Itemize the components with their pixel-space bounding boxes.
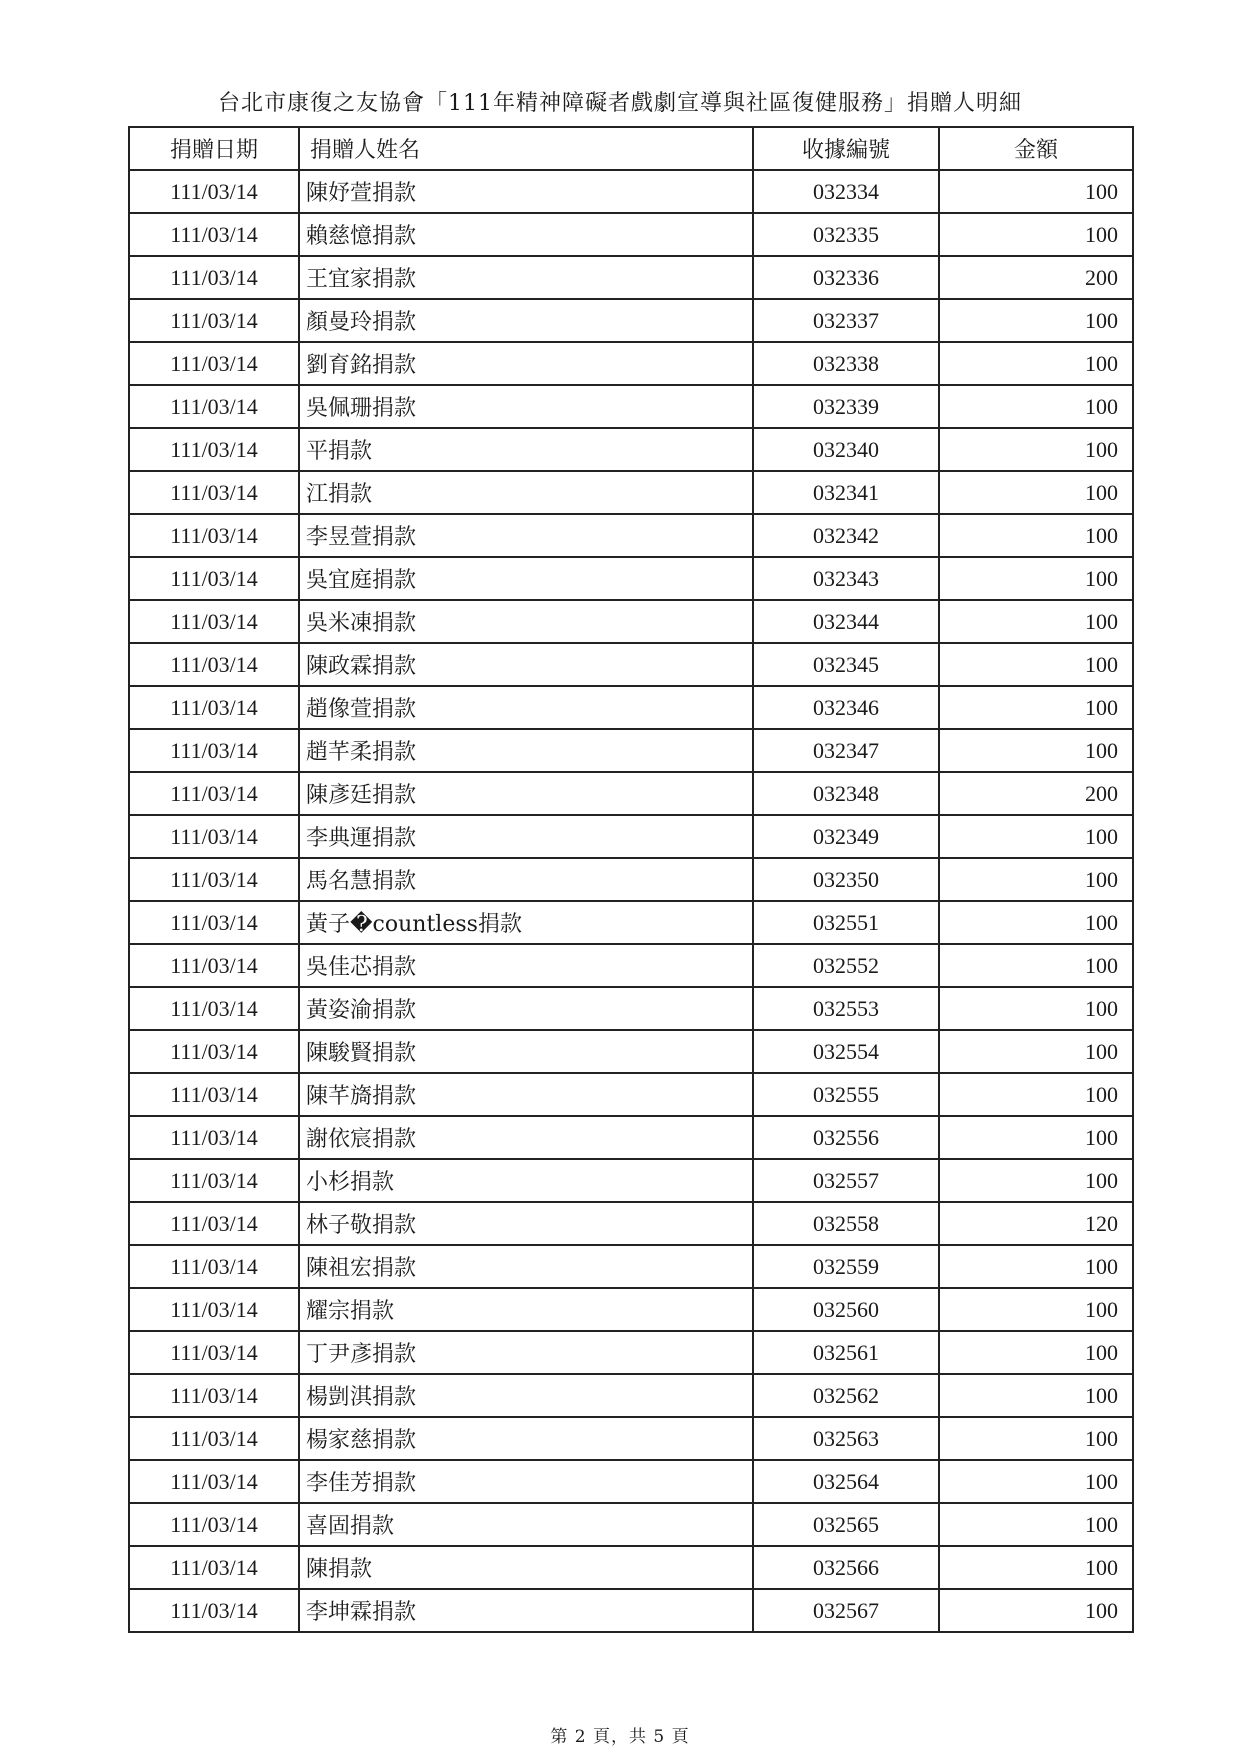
cell-donor-name: 平捐款 xyxy=(299,428,753,471)
cell-amount: 100 xyxy=(939,299,1133,342)
cell-receipt-number: 032554 xyxy=(753,1030,939,1073)
table-row xyxy=(129,1503,1133,1546)
cell-receipt-number: 032347 xyxy=(753,729,939,772)
table-row xyxy=(129,1331,1133,1374)
column-header-amount: 金額 xyxy=(939,127,1133,170)
table-row xyxy=(129,342,1133,385)
cell-date: 111/03/14 xyxy=(129,944,299,987)
cell-receipt-number: 032557 xyxy=(753,1159,939,1202)
table-row xyxy=(129,1589,1133,1632)
table-row xyxy=(129,170,1133,213)
cell-date: 111/03/14 xyxy=(129,1331,299,1374)
cell-date: 111/03/14 xyxy=(129,213,299,256)
cell-date: 111/03/14 xyxy=(129,858,299,901)
table-row xyxy=(129,858,1133,901)
cell-receipt-number: 032344 xyxy=(753,600,939,643)
cell-receipt-number: 032560 xyxy=(753,1288,939,1331)
cell-date: 111/03/14 xyxy=(129,1073,299,1116)
cell-donor-name: 吳米凍捐款 xyxy=(299,600,753,643)
cell-donor-name: 陳祖宏捐款 xyxy=(299,1245,753,1288)
cell-receipt-number: 032350 xyxy=(753,858,939,901)
cell-receipt-number: 032561 xyxy=(753,1331,939,1374)
table-row xyxy=(129,772,1133,815)
cell-date: 111/03/14 xyxy=(129,1503,299,1546)
table-header-row xyxy=(129,127,1133,170)
cell-date: 111/03/14 xyxy=(129,471,299,514)
cell-amount: 100 xyxy=(939,1116,1133,1159)
cell-receipt-number: 032562 xyxy=(753,1374,939,1417)
table-row xyxy=(129,1417,1133,1460)
cell-receipt-number: 032556 xyxy=(753,1116,939,1159)
cell-amount: 100 xyxy=(939,170,1133,213)
cell-amount: 100 xyxy=(939,643,1133,686)
cell-date: 111/03/14 xyxy=(129,1288,299,1331)
cell-amount: 100 xyxy=(939,1073,1133,1116)
cell-receipt-number: 032339 xyxy=(753,385,939,428)
cell-receipt-number: 032566 xyxy=(753,1546,939,1589)
cell-receipt-number: 032552 xyxy=(753,944,939,987)
cell-donor-name: 李佳芳捐款 xyxy=(299,1460,753,1503)
table-row xyxy=(129,471,1133,514)
cell-date: 111/03/14 xyxy=(129,1546,299,1589)
cell-date: 111/03/14 xyxy=(129,428,299,471)
cell-receipt-number: 032346 xyxy=(753,686,939,729)
cell-amount: 100 xyxy=(939,1589,1133,1632)
cell-donor-name: 黃姿渝捐款 xyxy=(299,987,753,1030)
cell-donor-name: 劉育銘捐款 xyxy=(299,342,753,385)
cell-date: 111/03/14 xyxy=(129,1417,299,1460)
cell-receipt-number: 032551 xyxy=(753,901,939,944)
cell-donor-name: 顏曼玲捐款 xyxy=(299,299,753,342)
cell-amount: 100 xyxy=(939,1159,1133,1202)
table-row xyxy=(129,256,1133,299)
cell-amount: 200 xyxy=(939,772,1133,815)
table-row xyxy=(129,1073,1133,1116)
cell-donor-name: 江捐款 xyxy=(299,471,753,514)
cell-donor-name: 陳彥廷捐款 xyxy=(299,772,753,815)
cell-amount: 100 xyxy=(939,428,1133,471)
cell-date: 111/03/14 xyxy=(129,901,299,944)
cell-amount: 100 xyxy=(939,1417,1133,1460)
cell-date: 111/03/14 xyxy=(129,385,299,428)
table-row xyxy=(129,1202,1133,1245)
cell-donor-name: 陳捐款 xyxy=(299,1546,753,1589)
cell-amount: 100 xyxy=(939,1374,1133,1417)
table-row xyxy=(129,428,1133,471)
cell-receipt-number: 032565 xyxy=(753,1503,939,1546)
cell-amount: 100 xyxy=(939,686,1133,729)
cell-date: 111/03/14 xyxy=(129,1589,299,1632)
cell-amount: 100 xyxy=(939,1245,1133,1288)
cell-donor-name: 楊家慈捐款 xyxy=(299,1417,753,1460)
cell-date: 111/03/14 xyxy=(129,686,299,729)
cell-receipt-number: 032348 xyxy=(753,772,939,815)
cell-amount: 100 xyxy=(939,1546,1133,1589)
cell-receipt-number: 032338 xyxy=(753,342,939,385)
cell-amount: 100 xyxy=(939,901,1133,944)
cell-donor-name: 王宜家捐款 xyxy=(299,256,753,299)
cell-receipt-number: 032345 xyxy=(753,643,939,686)
cell-date: 111/03/14 xyxy=(129,987,299,1030)
cell-receipt-number: 032343 xyxy=(753,557,939,600)
table-row xyxy=(129,213,1133,256)
table-row xyxy=(129,1030,1133,1073)
cell-amount: 120 xyxy=(939,1202,1133,1245)
table-row xyxy=(129,944,1133,987)
cell-date: 111/03/14 xyxy=(129,1460,299,1503)
cell-date: 111/03/14 xyxy=(129,514,299,557)
cell-amount: 100 xyxy=(939,1288,1133,1331)
cell-receipt-number: 032341 xyxy=(753,471,939,514)
table-row xyxy=(129,1460,1133,1503)
cell-amount: 100 xyxy=(939,729,1133,772)
cell-donor-name: 李坤霖捐款 xyxy=(299,1589,753,1632)
cell-amount: 100 xyxy=(939,471,1133,514)
table-row xyxy=(129,1288,1133,1331)
cell-receipt-number: 032335 xyxy=(753,213,939,256)
table-row xyxy=(129,299,1133,342)
cell-receipt-number: 032555 xyxy=(753,1073,939,1116)
cell-donor-name: 楊剴淇捐款 xyxy=(299,1374,753,1417)
table-row xyxy=(129,1374,1133,1417)
cell-amount: 100 xyxy=(939,514,1133,557)
cell-amount: 100 xyxy=(939,1030,1133,1073)
cell-receipt-number: 032563 xyxy=(753,1417,939,1460)
cell-date: 111/03/14 xyxy=(129,1030,299,1073)
cell-donor-name: 陳妤萱捐款 xyxy=(299,170,753,213)
table-row xyxy=(129,643,1133,686)
cell-amount: 100 xyxy=(939,213,1133,256)
cell-date: 111/03/14 xyxy=(129,1116,299,1159)
cell-date: 111/03/14 xyxy=(129,256,299,299)
cell-amount: 100 xyxy=(939,1331,1133,1374)
cell-date: 111/03/14 xyxy=(129,815,299,858)
cell-receipt-number: 032349 xyxy=(753,815,939,858)
cell-date: 111/03/14 xyxy=(129,729,299,772)
document-title: 台北市康復之友協會「111年精神障礙者戲劇宣導與社區復健服務」捐贈人明細 xyxy=(218,91,1022,116)
cell-donor-name: 陳駿賢捐款 xyxy=(299,1030,753,1073)
cell-date: 111/03/14 xyxy=(129,299,299,342)
table-row xyxy=(129,385,1133,428)
table-row xyxy=(129,686,1133,729)
cell-donor-name: 謝依宸捐款 xyxy=(299,1116,753,1159)
donor-table xyxy=(128,126,1134,1633)
table-row xyxy=(129,987,1133,1030)
cell-date: 111/03/14 xyxy=(129,1202,299,1245)
cell-date: 111/03/14 xyxy=(129,1159,299,1202)
cell-amount: 100 xyxy=(939,1503,1133,1546)
column-header-receipt: 收據編號 xyxy=(753,127,939,170)
cell-donor-name: 喜固捐款 xyxy=(299,1503,753,1546)
cell-donor-name: 耀宗捐款 xyxy=(299,1288,753,1331)
cell-date: 111/03/14 xyxy=(129,600,299,643)
cell-donor-name: 趙芊柔捐款 xyxy=(299,729,753,772)
cell-donor-name: 賴慈憶捐款 xyxy=(299,213,753,256)
table-row xyxy=(129,1159,1133,1202)
column-header-date: 捐贈日期 xyxy=(129,127,299,170)
cell-amount: 100 xyxy=(939,1460,1133,1503)
cell-receipt-number: 032564 xyxy=(753,1460,939,1503)
table-row xyxy=(129,1245,1133,1288)
page-number: 第 2 頁，共 5 頁 xyxy=(550,1727,690,1747)
table-row xyxy=(129,557,1133,600)
table-row xyxy=(129,901,1133,944)
cell-donor-name: 陳芊旖捐款 xyxy=(299,1073,753,1116)
cell-receipt-number: 032553 xyxy=(753,987,939,1030)
table-row xyxy=(129,1116,1133,1159)
cell-amount: 100 xyxy=(939,600,1133,643)
cell-date: 111/03/14 xyxy=(129,1245,299,1288)
cell-donor-name: 小杉捐款 xyxy=(299,1159,753,1202)
table-row xyxy=(129,729,1133,772)
table-row xyxy=(129,600,1133,643)
cell-receipt-number: 032342 xyxy=(753,514,939,557)
cell-receipt-number: 032559 xyxy=(753,1245,939,1288)
cell-date: 111/03/14 xyxy=(129,1374,299,1417)
cell-date: 111/03/14 xyxy=(129,772,299,815)
cell-receipt-number: 032334 xyxy=(753,170,939,213)
cell-amount: 100 xyxy=(939,987,1133,1030)
cell-receipt-number: 032340 xyxy=(753,428,939,471)
table-row xyxy=(129,1546,1133,1589)
cell-amount: 100 xyxy=(939,944,1133,987)
cell-donor-name: 黃子�countless捐款 xyxy=(299,901,753,944)
cell-date: 111/03/14 xyxy=(129,557,299,600)
cell-amount: 100 xyxy=(939,385,1133,428)
cell-donor-name: 趙像萱捐款 xyxy=(299,686,753,729)
cell-donor-name: 林子敬捐款 xyxy=(299,1202,753,1245)
cell-amount: 100 xyxy=(939,557,1133,600)
cell-donor-name: 馬名慧捐款 xyxy=(299,858,753,901)
cell-donor-name: 陳政霖捐款 xyxy=(299,643,753,686)
cell-donor-name: 李昱萱捐款 xyxy=(299,514,753,557)
column-header-name: 捐贈人姓名 xyxy=(299,127,753,170)
cell-donor-name: 丁尹彥捐款 xyxy=(299,1331,753,1374)
cell-receipt-number: 032558 xyxy=(753,1202,939,1245)
cell-date: 111/03/14 xyxy=(129,643,299,686)
cell-receipt-number: 032336 xyxy=(753,256,939,299)
cell-amount: 100 xyxy=(939,342,1133,385)
cell-date: 111/03/14 xyxy=(129,342,299,385)
cell-receipt-number: 032567 xyxy=(753,1589,939,1632)
table-row xyxy=(129,815,1133,858)
cell-donor-name: 吳佳芯捐款 xyxy=(299,944,753,987)
table-row xyxy=(129,514,1133,557)
cell-amount: 100 xyxy=(939,815,1133,858)
cell-amount: 200 xyxy=(939,256,1133,299)
cell-amount: 100 xyxy=(939,858,1133,901)
cell-receipt-number: 032337 xyxy=(753,299,939,342)
cell-donor-name: 吳佩珊捐款 xyxy=(299,385,753,428)
cell-donor-name: 李典運捐款 xyxy=(299,815,753,858)
cell-date: 111/03/14 xyxy=(129,170,299,213)
cell-donor-name: 吳宜庭捐款 xyxy=(299,557,753,600)
